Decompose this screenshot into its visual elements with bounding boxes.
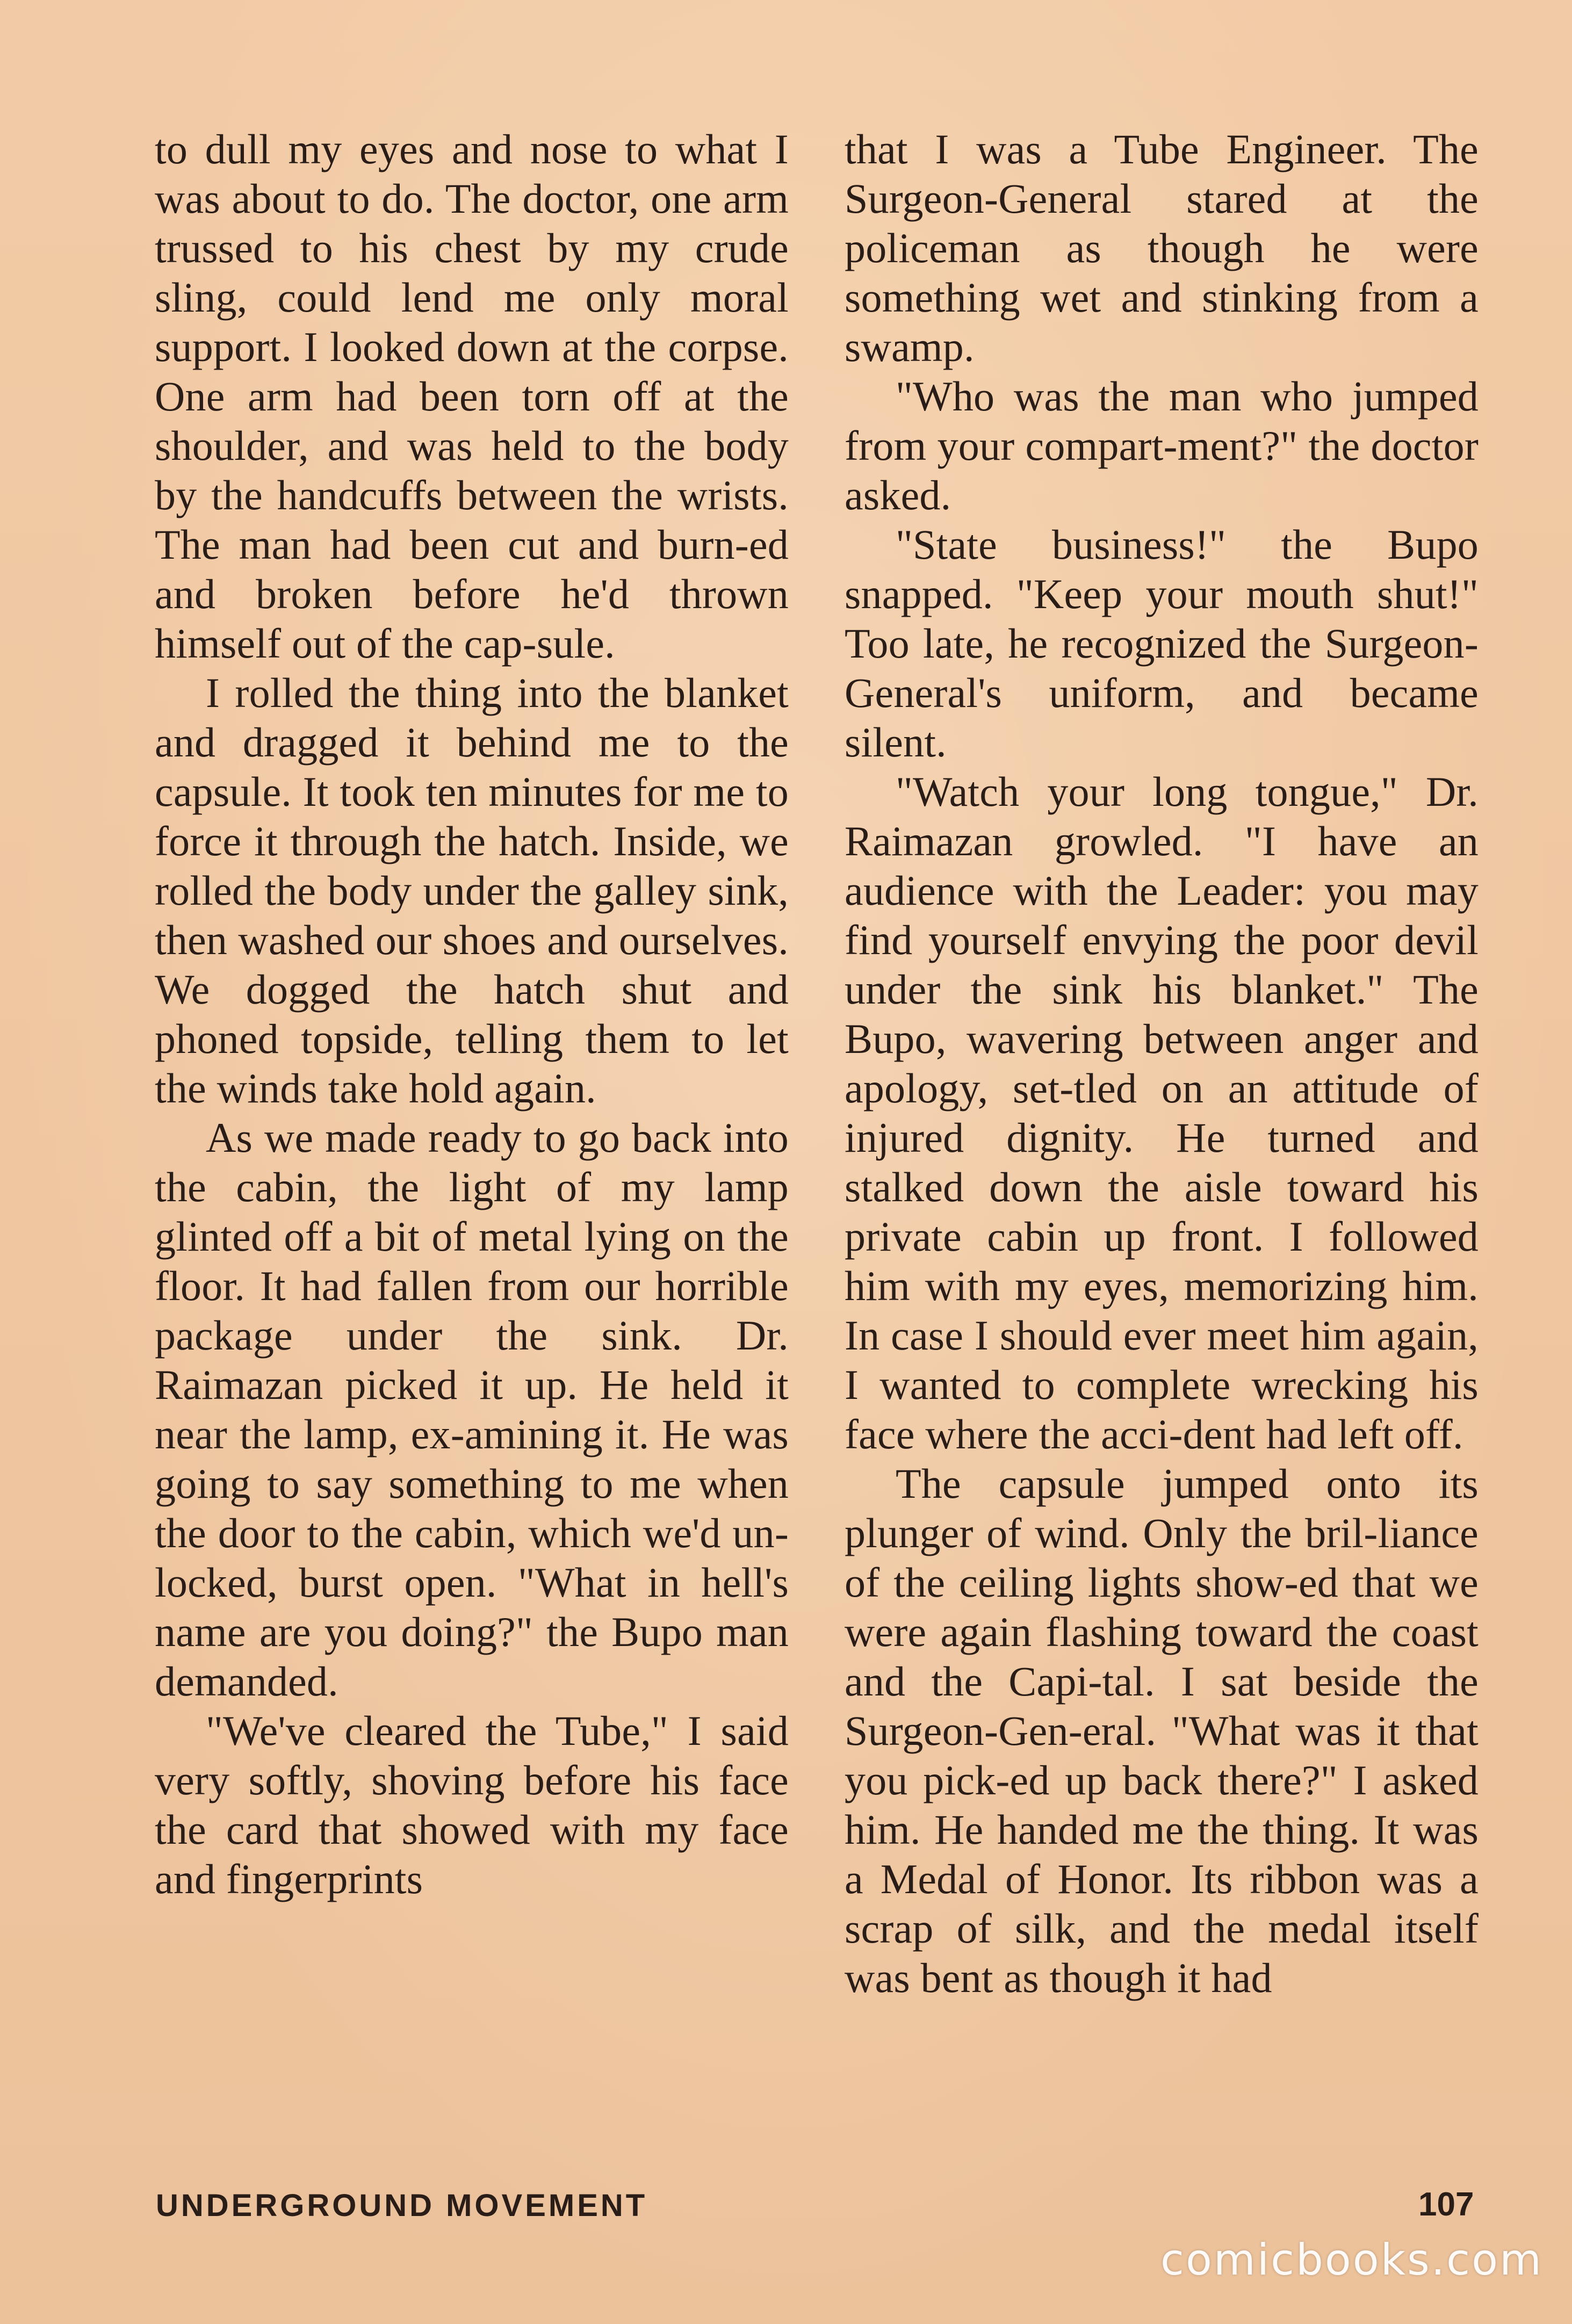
paragraph: The capsule jumped onto its plunger of wind. Only the bril-liance of the ceiling lights show-ed that we were again flashing toward the coast and the Capi-tal. I sat beside the Surgeon-Gen-eral. "What was it that you pick-ed up back there?" I asked him. He handed me the thing. It was a Medal of Honor. Its ribbon was a scrap of silk, and the medal itself was bent as though it had (845, 1460, 1479, 2001)
paragraph: "Who was the man who jumped from your compart-ment?" the doctor asked. (845, 373, 1479, 518)
paragraph: I rolled the thing into the blanket and dragged it behind me to the capsule. It took ten minutes for me to force it through the hatch. Inside, we rolled the body under the galley sink, then washed our shoes and ourselves. We dogged the hatch shut and phoned topside, telling them to let the winds take hold again. (155, 669, 789, 1112)
paragraph: "Watch your long tongue," Dr. Raimazan growled. "I have an audience with the Leader: you may find yourself envying the poor devil under the sink his blanket." The Bupo, wavering between anger and apology, set-tled on an attitude of injured dignity. He turned and stalked down the aisle toward his private cabin up front. I followed him with my eyes, memorizing him. In case I should ever meet him again, I wanted to complete wrecking his face where the acci-dent had left off. (845, 768, 1479, 1457)
paragraph: "We've cleared the Tube," I said very softly, shoving before his face the card that showed with my face and fingerprints (155, 1707, 789, 1902)
paragraph: As we made ready to go back into the cabin, the light of my lamp glinted off a bit of metal lying on the floor. It had fallen from our horrible package under the sink. Dr. Raimazan picked it up. He held it near the lamp, ex-amining it. He was going to say something to me when the door to the cabin, which we'd un-locked, burst open. "What in hell's name are you doing?" the Bupo man demanded. (155, 1114, 789, 1705)
left-column (155, 125, 789, 2166)
right-column (845, 125, 1479, 2166)
page-number: 107 (1418, 2186, 1474, 2223)
paragraph: to dull my eyes and nose to what I was about to do. The doctor, one arm trussed to his chest by my crude sling, could lend me only moral support. I looked down at the corpse. One arm had been torn off at the shoulder, and was held to the body by the handcuffs between the wrists. The man had been cut and burn-ed and broken before he'd thrown himself out of the cap-sule. (155, 126, 789, 667)
paragraph: that I was a Tube Engineer. The Surgeon-General stared at the policeman as though he were something wet and stinking from a swamp. (845, 126, 1479, 370)
paragraph: "State business!" the Bupo snapped. "Keep your mouth shut!" Too late, he recognized the Surgeon-General's uniform, and became silent. (845, 521, 1479, 766)
running-footer-title: UNDERGROUND MOVEMENT (156, 2188, 648, 2223)
watermark-text: comicbooks.com (1160, 2235, 1544, 2285)
